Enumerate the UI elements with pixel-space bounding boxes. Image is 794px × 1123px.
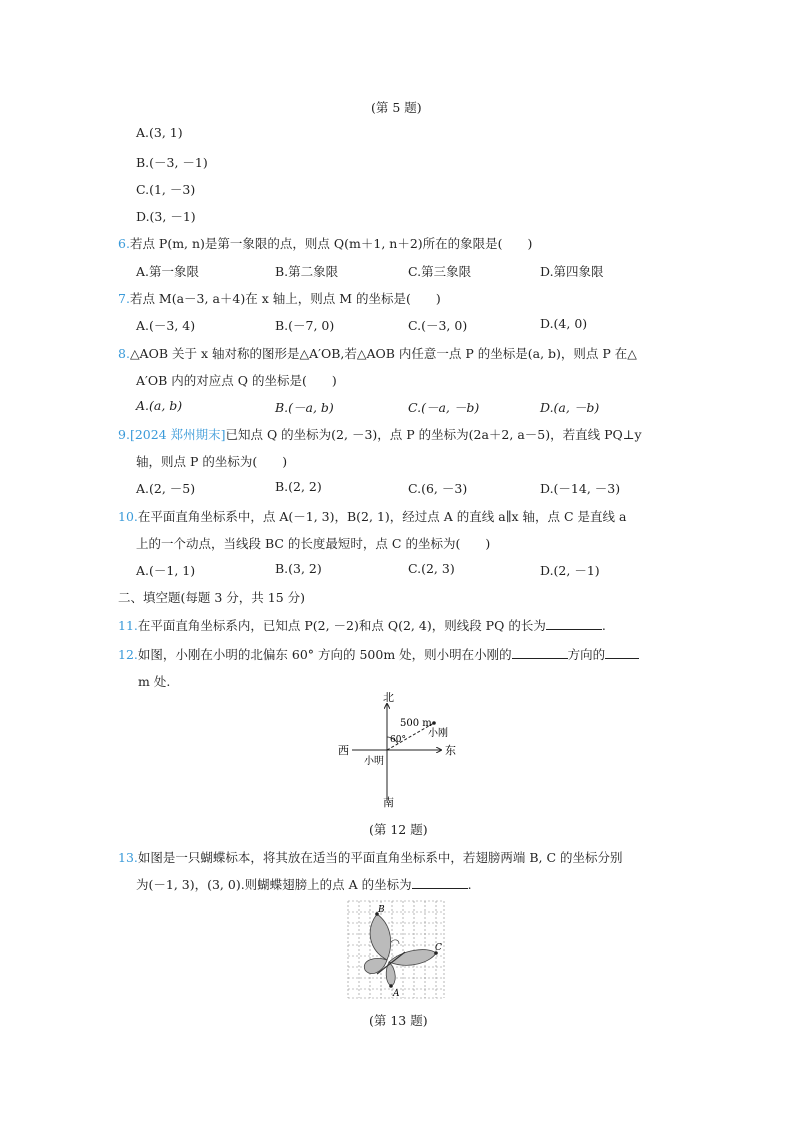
question-9 — [118, 425, 642, 443]
xiaogang-point — [432, 721, 436, 725]
butterfly-figure — [347, 900, 445, 1000]
upper-left-wing — [370, 914, 391, 960]
question-text-line1: 已知点 Q 的坐标为(2, －3)，点 P 的坐标为(2a＋2, a－5)，若直线 PQ⊥y — [225, 427, 642, 442]
question-12 — [118, 645, 639, 663]
question-number: 7. — [118, 291, 130, 306]
question-8 — [118, 344, 637, 362]
question-end: . — [467, 877, 472, 892]
q8-option-b: B.(－a, b) — [275, 400, 334, 415]
q6-option-c: C.第三象限 — [408, 264, 472, 279]
q6-option-a: A.第一象限 — [136, 264, 200, 279]
question-number: 13. — [118, 850, 138, 865]
question-text-line1: 在平面直角坐标系中，点 A(－1, 3)，B(2, 1)，经过点 A 的直线 a∥x 轴，点 C 是直线 a — [137, 509, 627, 524]
q5-option-c: C.(1, －3) — [136, 182, 196, 197]
angle-label: 60° — [390, 735, 406, 745]
question-number: 6. — [118, 236, 130, 251]
q12-line2: m 处. — [138, 674, 171, 689]
q8-option-d: D.(a, －b) — [540, 400, 600, 415]
q12-caption: (第 12 题) — [369, 822, 428, 837]
right-wing — [389, 950, 436, 966]
question-text: 若点 P(m, n)是第一象限的点，则点 Q(m＋1, n＋2)所在的象限是( ) — [129, 236, 533, 251]
q10-option-b: B.(3, 2) — [275, 561, 322, 576]
south-label: 南 — [383, 796, 394, 809]
question-text-line1b: 方向的 — [567, 647, 606, 662]
question-text: 在平面直角坐标系内，已知点 P(2, －2)和点 Q(2, 4)，则线段 PQ 的长为 — [137, 618, 546, 633]
east-label: 东 — [445, 744, 456, 757]
xiaoming-label: 小明 — [364, 756, 384, 767]
section-heading: 二、填空题(每题 3 分，共 15 分) — [118, 590, 306, 605]
q6-option-b: B.第二象限 — [275, 264, 339, 279]
q10-line2: 上的一个动点，当线段 BC 的长度最短时，点 C 的坐标为( ) — [136, 536, 491, 551]
q9-option-a: A.(2, －5) — [136, 481, 196, 496]
q6-option-d: D.第四象限 — [540, 264, 604, 279]
q8-option-c: C.(－a, －b) — [408, 400, 480, 415]
question-11 — [118, 616, 606, 634]
north-label: 北 — [383, 691, 394, 704]
question-text-line1: △AOB 关于 x 轴对称的图形是△A′OB,若△AOB 内任意一点 P 的坐标是(a, b)，则点 P 在△ — [129, 346, 637, 361]
lower-left-wing — [364, 958, 387, 973]
q9-option-d: D.(－14, －3) — [540, 481, 621, 496]
q9-line2: 轴，则点 P 的坐标为( ) — [136, 454, 288, 469]
q13-caption: (第 13 题) — [369, 1013, 428, 1028]
answer-blank[interactable] — [546, 617, 602, 630]
q8-line2: A′OB 内的对应点 Q 的坐标是( ) — [136, 373, 337, 388]
label-c: C — [435, 943, 442, 953]
question-text-line1a: 如图，小刚在小明的北偏东 60° 方向的 500m 处，则小明在小刚的 — [137, 647, 512, 662]
label-a: A — [393, 989, 400, 999]
q9-option-b: B.(2, 2) — [275, 479, 322, 494]
q10-option-c: C.(2, 3) — [408, 561, 455, 576]
question-13 — [118, 848, 623, 866]
label-b: B — [378, 905, 385, 915]
xiaogang-label: 小刚 — [428, 728, 448, 739]
question-number: 9. — [118, 427, 130, 442]
question-10 — [118, 507, 626, 525]
q7-option-d: D.(4, 0) — [540, 316, 588, 331]
question-source: [2024 郑州期末] — [129, 427, 226, 442]
west-label: 西 — [338, 744, 349, 757]
answer-blank-distance[interactable] — [605, 646, 639, 659]
q5-caption: (第 5 题) — [371, 100, 422, 115]
q7-option-c: C.(－3, 0) — [408, 318, 468, 333]
q7-option-b: B.(－7, 0) — [275, 318, 335, 333]
question-text-line2: 为(－1, 3)，(3, 0).则蝴蝶翅膀上的点 A 的坐标为 — [136, 877, 412, 892]
question-end: . — [601, 618, 606, 633]
question-number: 10. — [118, 509, 138, 524]
point-a — [389, 984, 393, 988]
answer-blank[interactable] — [412, 876, 468, 889]
compass-figure — [330, 690, 470, 810]
q5-option-a: A.(3, 1) — [136, 125, 183, 140]
answer-blank-direction[interactable] — [512, 646, 568, 659]
q10-option-d: D.(2, －1) — [540, 563, 600, 578]
q13-line2 — [136, 875, 472, 893]
question-number: 8. — [118, 346, 130, 361]
question-number: 12. — [118, 647, 138, 662]
grid — [348, 901, 444, 998]
question-text-line1: 如图是一只蝴蝶标本，将其放在适当的平面直角坐标系中，若翅膀两端 B, C 的坐标分别 — [137, 850, 623, 865]
question-number: 11. — [118, 618, 138, 633]
q10-option-a: A.(－1, 1) — [136, 563, 196, 578]
q7-option-a: A.(－3, 4) — [136, 318, 196, 333]
question-6 — [118, 234, 532, 252]
q5-option-b: B.(－3, －1) — [136, 155, 208, 170]
distance-label: 500 m — [400, 718, 432, 729]
q8-option-a: A.(a, b) — [136, 398, 183, 413]
q9-option-c: C.(6, －3) — [408, 481, 468, 496]
q5-option-d: D.(3, －1) — [136, 209, 196, 224]
question-text: 若点 M(a－3, a＋4)在 x 轴上，则点 M 的坐标是( ) — [129, 291, 441, 306]
question-7 — [118, 289, 441, 307]
